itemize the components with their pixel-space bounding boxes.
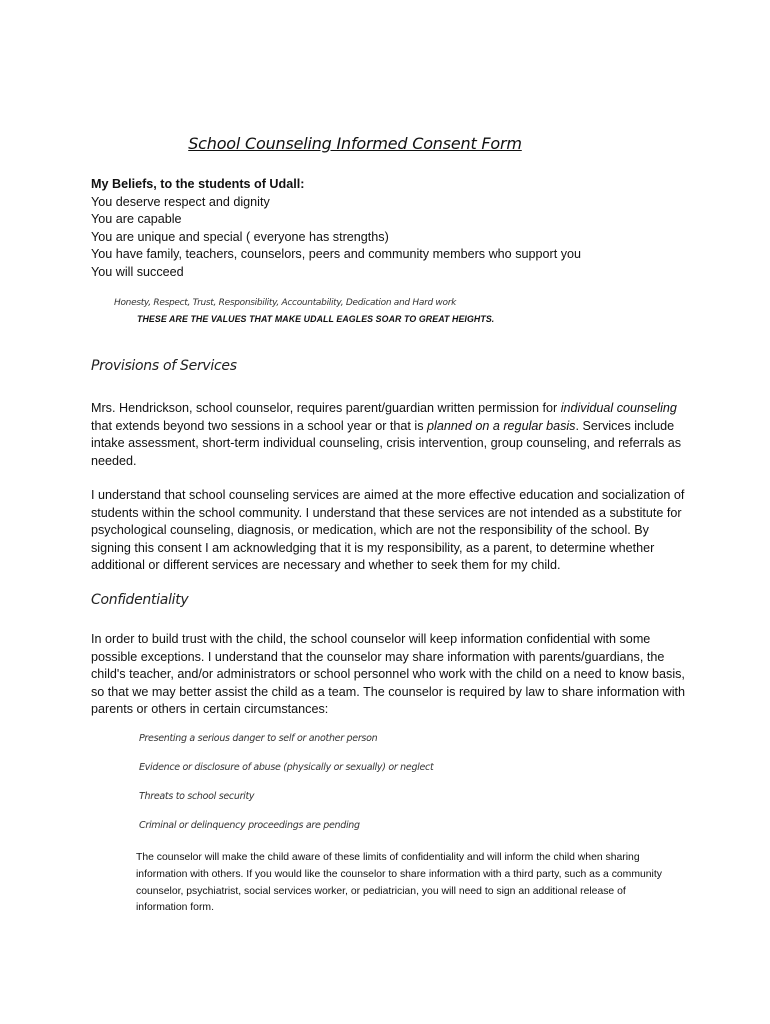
beliefs-heading: My Beliefs, to the students of Udall:	[91, 177, 305, 191]
provisions-heading: Provisions of Services	[91, 358, 237, 374]
values-line: Honesty, Respect, Trust, Responsibility, Accountability, Dedication and Hard work	[114, 298, 457, 308]
text-run: Mrs. Hendrickson, school counselor, requires parent/guardian written permission for	[91, 401, 561, 415]
provisions-paragraph-1	[91, 400, 691, 470]
text-run: that extends beyond two sessions in a school year or that is	[91, 418, 428, 433]
exception-item: Criminal or delinquency proceedings are pending	[139, 820, 360, 831]
text-run: . Services include intake assessment, short-term individual counseling, crisis intervention, group counseling, and referrals as needed.	[91, 418, 682, 468]
confidentiality-note: The counselor will make the child aware of these limits of confidentiality and will inform the child when sharing information with others. If you would like the counselor to share information with a third party, such as a community counselor, psychiatrist, social services worker, or pediatrician, you will need to sign an additional release of information form.	[136, 852, 662, 914]
confidentiality-heading: Confidentiality	[91, 592, 189, 608]
belief-item: You have family, teachers, counselors, peers and community members who support you	[91, 247, 581, 261]
exception-item: Presenting a serious danger to self or another person	[139, 733, 378, 744]
emphasis-regular-basis: planned on a regular basis	[427, 418, 576, 433]
motto-line: THESE ARE THE VALUES THAT MAKE UDALL EAGLES SOAR TO GREAT HEIGHTS.	[137, 314, 495, 324]
form-title: School Counseling Informed Consent Form	[188, 134, 522, 153]
provisions-paragraph-2: I understand that school counseling services are aimed at the more effective education and socialization of students within the school community. I understand that these services are not intended as a substitute for psychological counseling, diagnosis, or medication, which are not the responsibility of the school. By signing this consent I am acknowledging that it is my responsibility, as a parent, to determine whether additional or different services are necessary and whether to seek them for my child.	[91, 488, 685, 572]
confidentiality-paragraph: In order to build trust with the child, the school counselor will keep information confidential with some possible exceptions. I understand that the counselor may share information with parents/guardians, the child's teacher, and/or administrators or school personnel who work with the child on a need to know basis, so that we may better assist the child as a team. The counselor is required by law to share information with parents or others in certain circumstances:	[91, 632, 686, 716]
emphasis-individual-counseling: individual counseling	[560, 401, 677, 415]
exception-item: Evidence or disclosure of abuse (physically or sexually) or neglect	[139, 762, 434, 773]
belief-item: You deserve respect and dignity	[91, 194, 270, 209]
beliefs-block	[91, 176, 581, 281]
exception-item: Threats to school security	[139, 791, 255, 802]
belief-item: You are capable	[91, 212, 182, 226]
belief-item: You will succeed	[91, 264, 184, 279]
belief-item: You are unique and special ( everyone has strengths)	[91, 229, 389, 244]
